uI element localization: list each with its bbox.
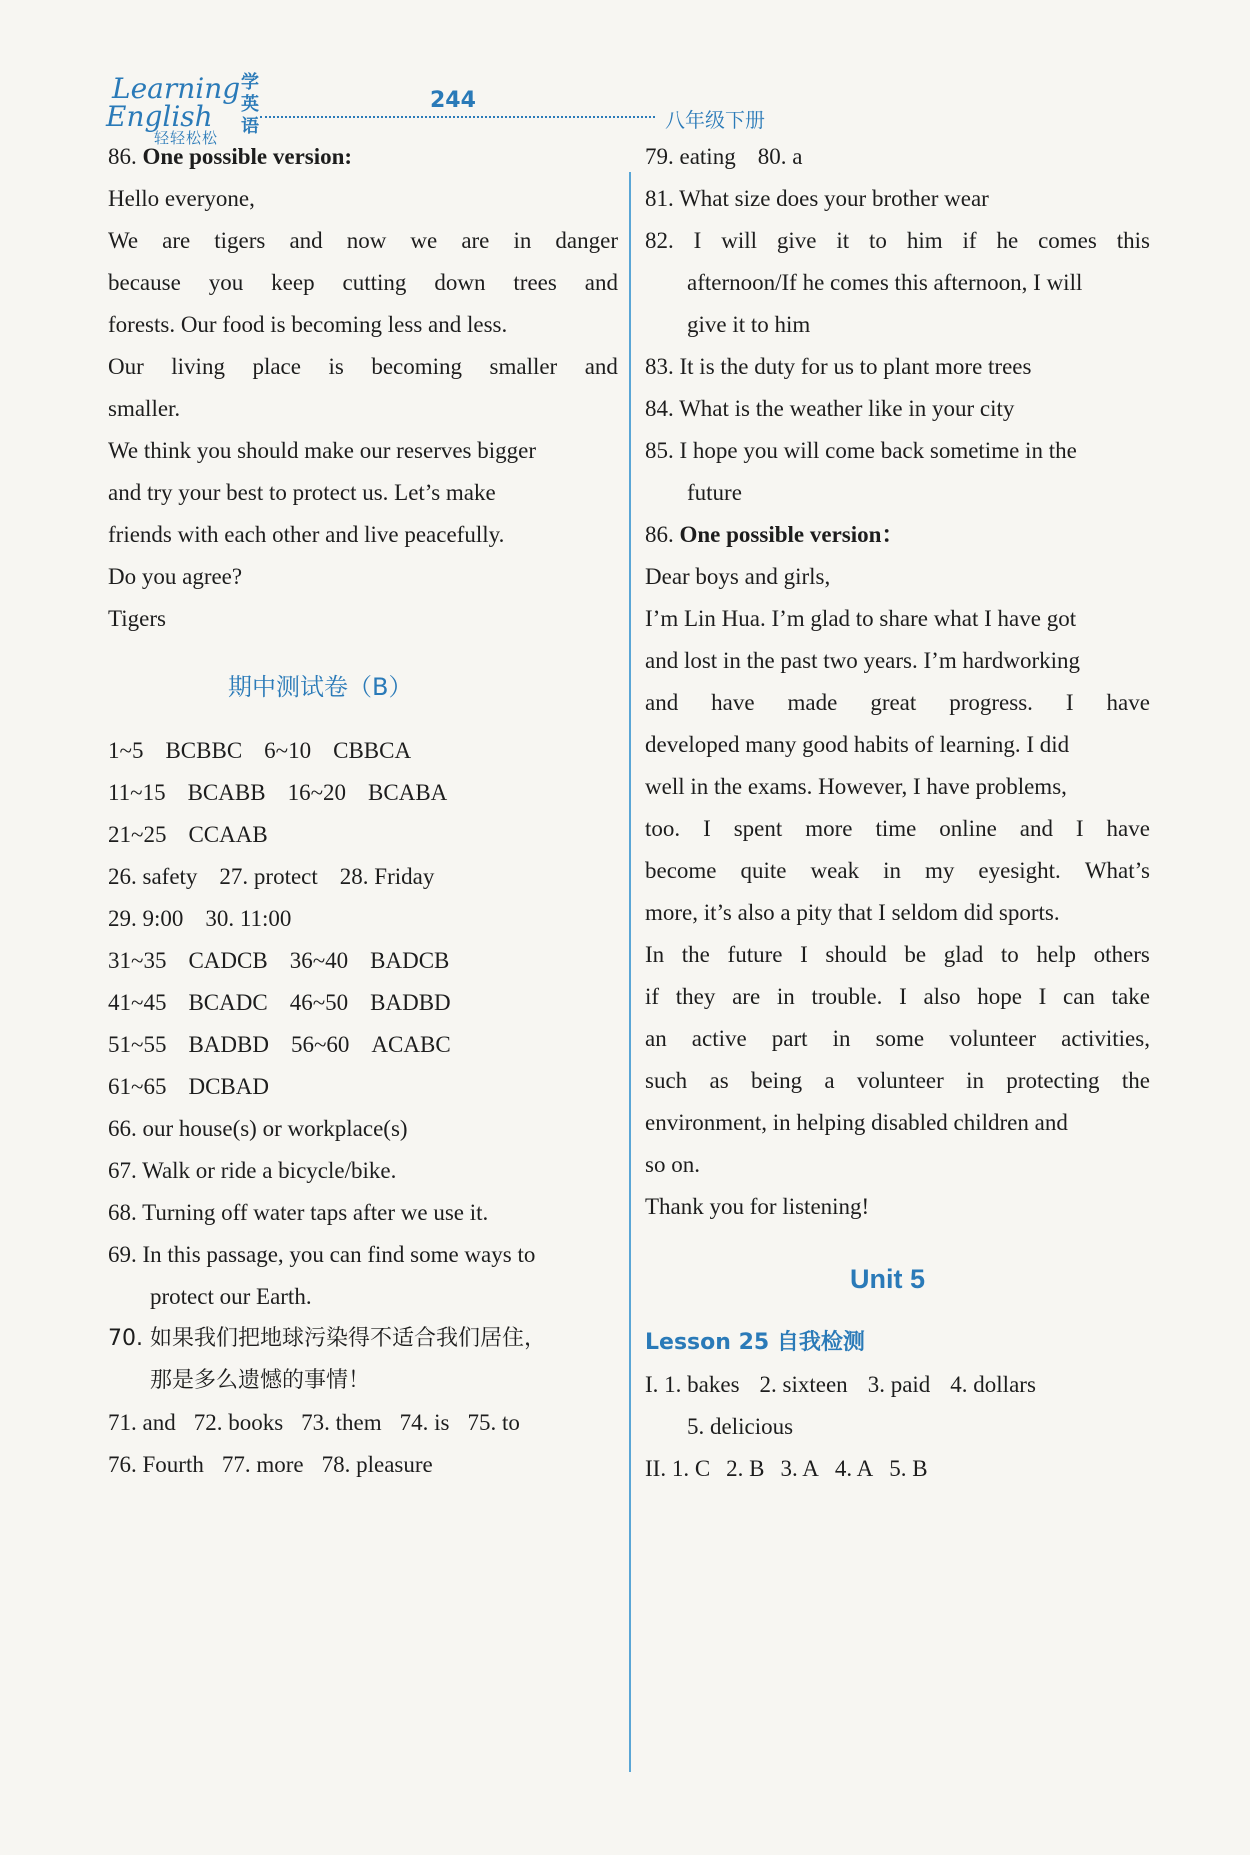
essay-line: become quite weak in my eyesight. What’s xyxy=(645,858,1150,883)
answer-row: 29. 9:00 30. 11:00 xyxy=(108,906,292,931)
essay-line: Tigers xyxy=(108,606,166,631)
essay-line: friends with each other and live peacefully. xyxy=(108,522,505,547)
essay-line: such as being a volunteer in protecting the xyxy=(645,1068,1150,1093)
answer-line: future xyxy=(687,480,742,505)
essay-line: environment, in helping disabled children and xyxy=(645,1110,1068,1135)
essay-line: Dear boys and girls, xyxy=(645,564,831,589)
answer-line: afternoon/If he comes this afternoon, I will xyxy=(687,270,1083,295)
section-heading-midterm-b: 期中测试卷（B） xyxy=(228,673,413,701)
essay-line: developed many good habits of learning. I did xyxy=(645,732,1070,757)
answer-row: 31~35 CADCB 36~40 BADCB xyxy=(108,948,450,973)
essay-line: Thank you for listening! xyxy=(645,1194,870,1219)
essay-line: forests. Our food is becoming less and less. xyxy=(108,312,508,337)
grade-label: 八年级下册 xyxy=(665,108,765,132)
logo-vertical-text: 学英语 xyxy=(241,72,259,137)
unit-heading: Unit 5 xyxy=(850,1264,926,1294)
essay-line: In the future I should be glad to help others xyxy=(645,942,1150,967)
answer-line: 82. I will give it to him if he comes this xyxy=(645,228,1150,253)
answer-row: 21~25 CCAAB xyxy=(108,822,268,847)
answer-row: 51~55 BADBD 56~60 ACABC xyxy=(108,1032,451,1057)
header-dotted-rule xyxy=(260,116,655,118)
answer-row: 11~15 BCABB 16~20 BCABA xyxy=(108,780,448,805)
answer-row: 76. Fourth 77. more 78. pleasure xyxy=(108,1452,433,1477)
answer-line: 67. Walk or ride a bicycle/bike. xyxy=(108,1158,397,1183)
essay-title: 86. One possible version： xyxy=(645,522,905,547)
logo-subtitle: 轻轻松松 xyxy=(154,129,219,147)
answer-line: 69. In this passage, you can find some ways to xyxy=(108,1242,536,1267)
column-divider xyxy=(629,172,631,1772)
page-number: 244 xyxy=(430,88,476,113)
learning-english-logo xyxy=(106,72,266,147)
answer-row: 1~5 BCBBC 6~10 CBBCA xyxy=(108,738,412,763)
essay-line: too. I spent more time online and I have xyxy=(645,816,1150,841)
essay-line: We are tigers and now we are in danger xyxy=(108,228,618,253)
answer-line: give it to him xyxy=(687,312,811,337)
essay-line: so on. xyxy=(645,1152,700,1177)
answer-row: 71. and 72. books 73. them 74. is 75. to xyxy=(108,1410,520,1435)
answer-line: protect our Earth. xyxy=(150,1284,312,1309)
page-header xyxy=(100,62,1150,147)
answer-row: 41~45 BCADC 46~50 BADBD xyxy=(108,990,451,1015)
essay-line: Hello everyone, xyxy=(108,186,255,211)
answer-row: 79. eating 80. a xyxy=(645,144,803,169)
essay-line: and lost in the past two years. I’m hardworking xyxy=(645,648,1080,673)
essay-line: and try your best to protect us. Let’s make xyxy=(108,480,496,505)
answer-line: 68. Turning off water taps after we use it. xyxy=(108,1200,489,1225)
answer-line: 5. delicious xyxy=(687,1414,794,1439)
logo-script-learning: Learning xyxy=(112,72,241,105)
answer-line: 84. What is the weather like in your city xyxy=(645,396,1015,421)
essay-line: Our living place is becoming smaller and xyxy=(108,354,618,379)
essay-line: more, it’s also a pity that I seldom did sports. xyxy=(645,900,1060,925)
essay-line: if they are in trouble. I also hope I can take xyxy=(645,984,1150,1009)
answer-line-chinese: 那是多么遗憾的事情！ xyxy=(150,1368,371,1393)
essay-line: and have made great progress. I have xyxy=(645,690,1150,715)
essay-title: 86. One possible version: xyxy=(108,144,353,169)
answer-line: 66. our house(s) or workplace(s) xyxy=(108,1116,408,1141)
essay-line: an active part in some volunteer activities, xyxy=(645,1026,1150,1051)
answer-row: 61~65 DCBAD xyxy=(108,1074,269,1099)
answer-line: 81. What size does your brother wear xyxy=(645,186,989,211)
essay-line: smaller. xyxy=(108,396,181,421)
lesson-heading: Lesson 25 自我检测 xyxy=(645,1330,865,1355)
answer-line-chinese: 70. 如果我们把地球污染得不适合我们居住， xyxy=(108,1326,546,1351)
essay-line: because you keep cutting down trees and xyxy=(108,270,618,295)
answer-row: II. 1. C 2. B 3. A 4. A 5. B xyxy=(645,1456,928,1481)
answer-row: 26. safety 27. protect 28. Friday xyxy=(108,864,435,889)
essay-line: Do you agree? xyxy=(108,564,243,589)
essay-line: well in the exams. However, I have problems, xyxy=(645,774,1067,799)
essay-line: We think you should make our reserves bigger xyxy=(108,438,537,463)
logo-script-english: English xyxy=(106,100,213,133)
answer-line: 83. It is the duty for us to plant more trees xyxy=(645,354,1032,379)
answer-line: 85. I hope you will come back sometime in the xyxy=(645,438,1077,463)
essay-line: I’m Lin Hua. I’m glad to share what I have got xyxy=(645,606,1077,631)
answer-row: I. 1. bakes 2. sixteen 3. paid 4. dollars xyxy=(645,1372,1036,1397)
